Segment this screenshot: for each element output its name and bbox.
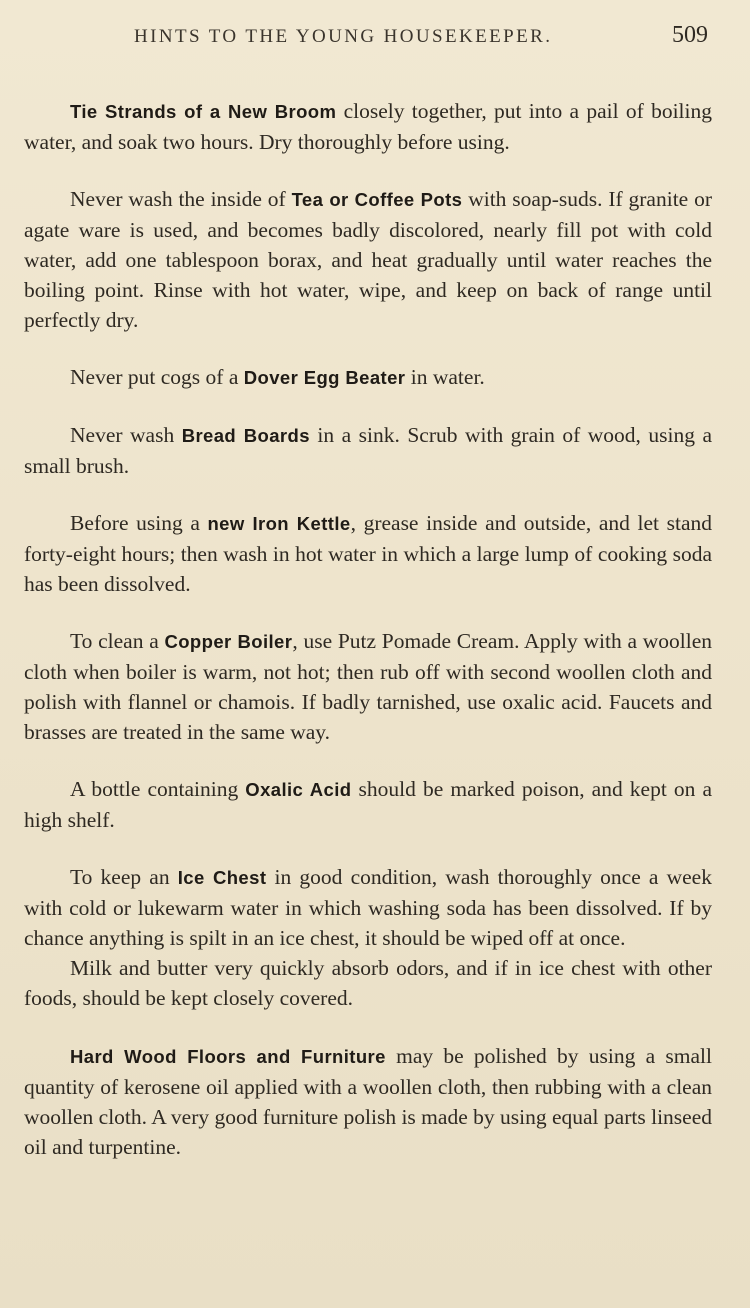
running-header <box>24 22 712 60</box>
term-copper-boiler: Copper Boiler <box>164 631 293 652</box>
paragraph-milk-butter: Milk and butter very quickly absorb odors, and if in ice chest with other foods, should be kept closely covered. <box>24 956 712 1010</box>
term-oxalic-acid: Oxalic Acid <box>245 779 352 800</box>
paragraph-hard-wood-floors: Hard Wood Floors and Furniture may be polished by using a small quantity of kerosene oil applied with a woollen cloth, then rubbing with a clean woollen cloth. A very good furniture polish is made by using equal parts linseed oil and turpentine. <box>24 1044 712 1159</box>
paragraph-tea-coffee-pots: Never wash the inside of Tea or Coffee Pots with soap-suds. If granite or agate ware is used, and becomes badly discolored, nearly fill pot with cold water, add one tablespoon borax, and heat gradually until water reaches the boiling point. Rinse with hot water, wipe, and keep on back of range until perfectly dry. <box>24 187 712 332</box>
paragraph-bread-boards: Never wash Bread Boards in a sink. Scrub with grain of wood, using a small brush. <box>24 423 712 478</box>
paragraph-iron-kettle: Before using a new Iron Kettle, grease inside and outside, and let stand forty-eight hours; then wash in hot water in which a large lump of cooking soda has been dissolved. <box>24 511 712 596</box>
term-new-broom: Tie Strands of a New Broom <box>70 101 337 122</box>
term-tea-coffee-pots: Tea or Coffee Pots <box>291 189 463 210</box>
term-dover-egg-beater: Dover Egg Beater <box>243 367 406 388</box>
paragraph-ice-chest: To keep an Ice Chest in good condition, wash thoroughly once a week with cold or lukewarm water in which washing soda has been dissolved. If by chance anything is spilt in an ice chest, it should be wiped off at once. <box>24 865 712 950</box>
page-number: 509 <box>672 22 708 48</box>
term-ice-chest: Ice Chest <box>177 867 267 888</box>
paragraph-egg-beater: Never put cogs of a Dover Egg Beater in water. <box>70 365 485 389</box>
paragraph-oxalic-acid: A bottle containing Oxalic Acid should be marked poison, and kept on a high shelf. <box>24 777 713 832</box>
term-bread-boards: Bread Boards <box>181 425 310 446</box>
paragraph-new-broom: Tie Strands of a New Broom closely together, put into a pail of boiling water, and soak two hours. Dry thoroughly before using. <box>24 99 712 154</box>
term-iron-kettle: new Iron Kettle <box>207 513 351 534</box>
term-hard-wood-floors: Hard Wood Floors and Furniture <box>70 1046 386 1067</box>
running-title: HINTS TO THE YOUNG HOUSEKEEPER. <box>134 26 553 47</box>
paragraph-copper-boiler: To clean a Copper Boiler, use Putz Pomade Cream. Apply with a woollen cloth when boiler is warm, not hot; then rub off with second woollen cloth and polish with flannel or chamois. If badly tarnished, use oxalic acid. Faucets and brasses are treated in the same way. <box>24 629 712 744</box>
